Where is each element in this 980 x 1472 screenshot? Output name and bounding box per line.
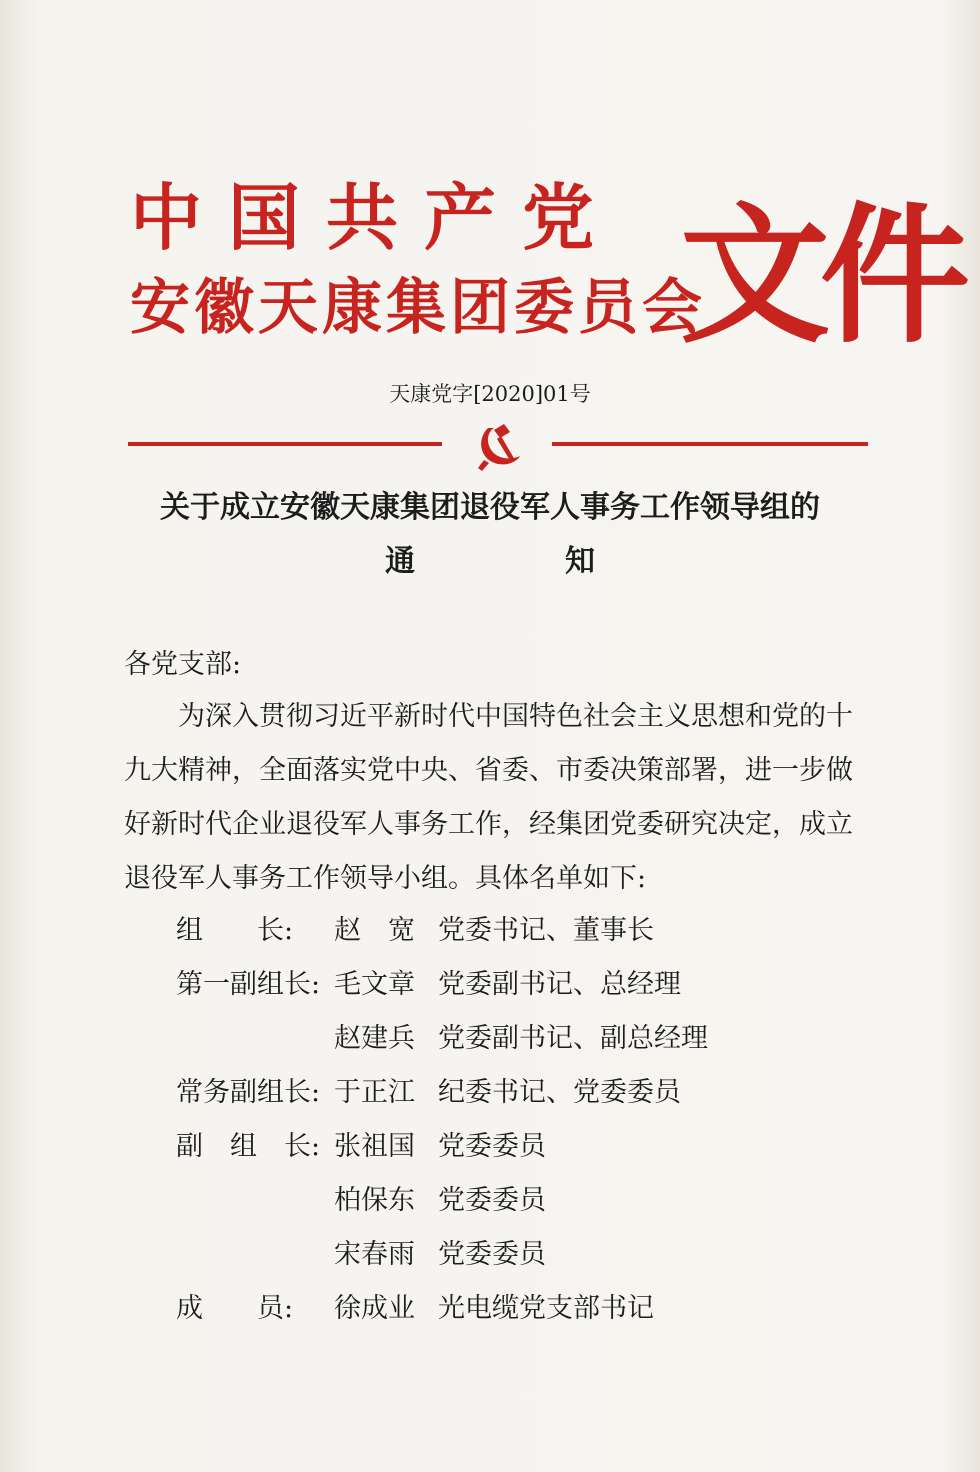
hammer-sickle-icon bbox=[470, 418, 526, 474]
roster-name: 张祖国 bbox=[334, 1131, 415, 1162]
red-rule-left bbox=[128, 442, 442, 446]
salutation: 各党支部: bbox=[124, 649, 242, 680]
roster-role: 成 员: bbox=[176, 1293, 294, 1324]
roster-role: 第一副组长: bbox=[176, 969, 321, 1000]
notice-title-line-1: 关于成立安徽天康集团退役军人事务工作领导组的 bbox=[160, 490, 820, 525]
roster-post: 党委委员 bbox=[438, 1239, 546, 1270]
roster-post: 纪委书记、党委委员 bbox=[438, 1077, 681, 1108]
notice-title-char-2: 知 bbox=[565, 544, 595, 579]
issuer-line-1: 中国共产党 bbox=[130, 176, 621, 260]
roster-name: 于正江 bbox=[334, 1077, 415, 1108]
roster-name: 柏保东 bbox=[334, 1185, 415, 1216]
roster-post: 党委书记、董事长 bbox=[438, 915, 654, 946]
roster-post: 党委委员 bbox=[438, 1131, 546, 1162]
notice-title-char-1: 通 bbox=[385, 544, 415, 579]
roster-name: 徐成业 bbox=[334, 1293, 415, 1324]
roster-name: 宋春雨 bbox=[334, 1239, 415, 1270]
roster-name: 赵建兵 bbox=[334, 1023, 415, 1054]
roster-role: 常务副组长: bbox=[176, 1077, 321, 1108]
roster-name: 赵 宽 bbox=[334, 915, 415, 946]
document-header bbox=[120, 150, 961, 370]
roster-post: 党委委员 bbox=[438, 1185, 546, 1216]
roster-name: 毛文章 bbox=[334, 969, 415, 1000]
body-paragraph: 为深入贯彻习近平新时代中国特色社会主义思想和党的十九大精神，全面落实党中央、省委、市委决策部署，进一步做好新时代企业退役军人事务工作，经集团党委研究决定，成立退役军人事务工作领导小组。具体名单如下: bbox=[124, 701, 853, 894]
roster-role: 组 长: bbox=[176, 915, 294, 946]
notice-title-line-2 bbox=[0, 536, 980, 580]
document-word: 文件 bbox=[680, 190, 961, 364]
roster-post: 党委副书记、总经理 bbox=[438, 969, 681, 1000]
roster-post: 光电缆党支部书记 bbox=[438, 1293, 654, 1324]
red-rule-right bbox=[552, 442, 868, 446]
issuer-line-2: 安徽天康集团委员会 bbox=[130, 273, 706, 343]
document-number: 天康党字[2020]01号 bbox=[389, 382, 591, 406]
roster-post: 党委副书记、副总经理 bbox=[438, 1023, 708, 1054]
roster-role: 副 组 长: bbox=[176, 1131, 321, 1162]
